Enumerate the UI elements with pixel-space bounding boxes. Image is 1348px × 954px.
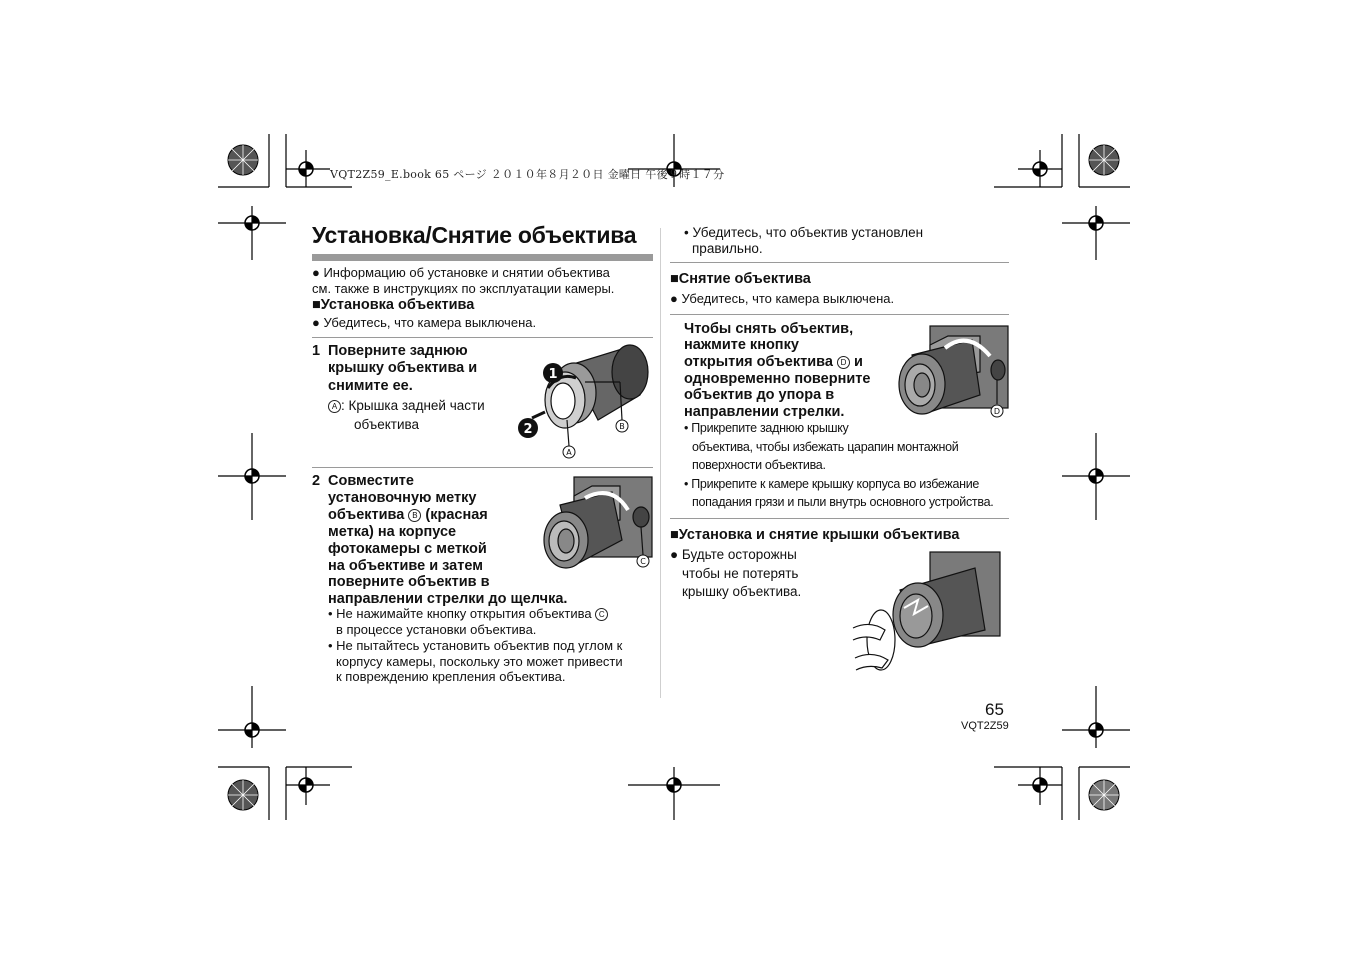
step-2-line-4: метка) на корпусе (328, 524, 457, 540)
page-title: Установка/Снятие объектива (312, 222, 637, 248)
remove-note-5: попадания грязи и пыли внутрь основного устройства. (692, 495, 994, 509)
step-2-line-3a: объектива (328, 507, 405, 523)
doc-code: VQT2Z59 (961, 720, 1009, 732)
remove-heading: ■Снятие объектива (670, 271, 811, 287)
cap-line-3: крышку объектива. (682, 584, 802, 599)
step-1-line-2: крышку объектива и (328, 360, 478, 376)
remove-instr-line-3b: и (853, 354, 863, 370)
remove-note-2: объектива, чтобы избежать царапин монтажной (692, 440, 959, 454)
remove-instr-line-3a: открытия объектива (684, 354, 833, 370)
label-a: A (566, 448, 572, 457)
step-2-note-2-line-3: к повреждению крепления объектива. (336, 669, 566, 684)
remove-instr-line-1: Чтобы снять объектив, (684, 321, 854, 337)
page-number: 65 (985, 700, 1004, 719)
label-step-two: 2 (523, 422, 533, 437)
step-2-note-1-text: • Не нажимайте кнопку открытия объектива (328, 606, 592, 621)
marker-a: A (328, 400, 341, 413)
intro-line-2: см. также в инструкциях по эксплуатации камеры. (312, 281, 615, 296)
remove-note-1: • Прикрепите заднюю крышку (684, 421, 849, 435)
step-2-line-8: направлении стрелки до щелчка. (328, 591, 568, 607)
remove-instr-line-2: нажмите кнопку (684, 337, 799, 353)
step-2-line-3b: (красная (425, 507, 488, 523)
cap-line-2: чтобы не потерять (682, 566, 799, 581)
cap-heading: ■Установка и снятие крышки объектива (670, 527, 960, 543)
step-2-line-5: фотокамеры с меткой (328, 541, 487, 557)
step-1-note-2: объектива (354, 417, 420, 432)
step-1-line-3: снимите ее. (328, 378, 413, 394)
step-2-line-7: поверните объектив в (328, 574, 490, 590)
step-1-note-text: : Крышка задней части (341, 398, 485, 413)
marker-b: B (408, 509, 421, 522)
label-step-one: 1 (548, 367, 558, 382)
install-heading: ■Установка объектива (312, 297, 475, 313)
remove-note-3: поверхности объектива. (692, 458, 826, 472)
step-1-number: 1 (312, 343, 321, 359)
step-1-line-1: Поверните заднюю (328, 343, 468, 359)
cap-line-1: ● Будьте осторожны (670, 547, 797, 562)
remove-instr-line-6: направлении стрелки. (684, 404, 845, 420)
remove-note-4: • Прикрепите к камере крышку корпуса во избежание (684, 477, 980, 491)
intro-line-1: ● Информацию об установке и снятии объектива (312, 265, 610, 280)
remove-instr-line-4: одновременно поверните (684, 371, 871, 387)
step-2-note-2-line-2: корпусу камеры, поскольку это может привести (336, 654, 623, 669)
marker-c: C (595, 608, 608, 621)
step-2-note-1b: в процессе установки объектива. (336, 622, 537, 637)
right-top-note-1: • Убедитесь, что объектив установлен (684, 225, 924, 240)
step-2-line-1: Совместите (328, 473, 414, 489)
print-header-line: VQT2Z59_E.book 65 ページ ２０１０年８月２０日 金曜日 午後９時１７分 (330, 168, 725, 181)
label-d: D (993, 407, 1001, 416)
step-2-number: 2 (312, 473, 321, 489)
step-2-note-2-line-1: • Не пытайтесь установить объектив под углом к (328, 638, 623, 653)
remove-bullet: ● Убедитесь, что камера выключена. (670, 291, 895, 306)
install-bullet: ● Убедитесь, что камера выключена. (312, 315, 537, 330)
step-2-line-6: на объективе и затем (328, 558, 483, 574)
marker-d: D (837, 356, 850, 369)
right-top-note-2: правильно. (692, 241, 763, 256)
remove-instr-line-5: объектив до упора в (684, 387, 835, 403)
label-c: C (640, 557, 646, 566)
label-b: B (619, 422, 625, 431)
step-2-line-2: установочную метку (328, 490, 477, 506)
